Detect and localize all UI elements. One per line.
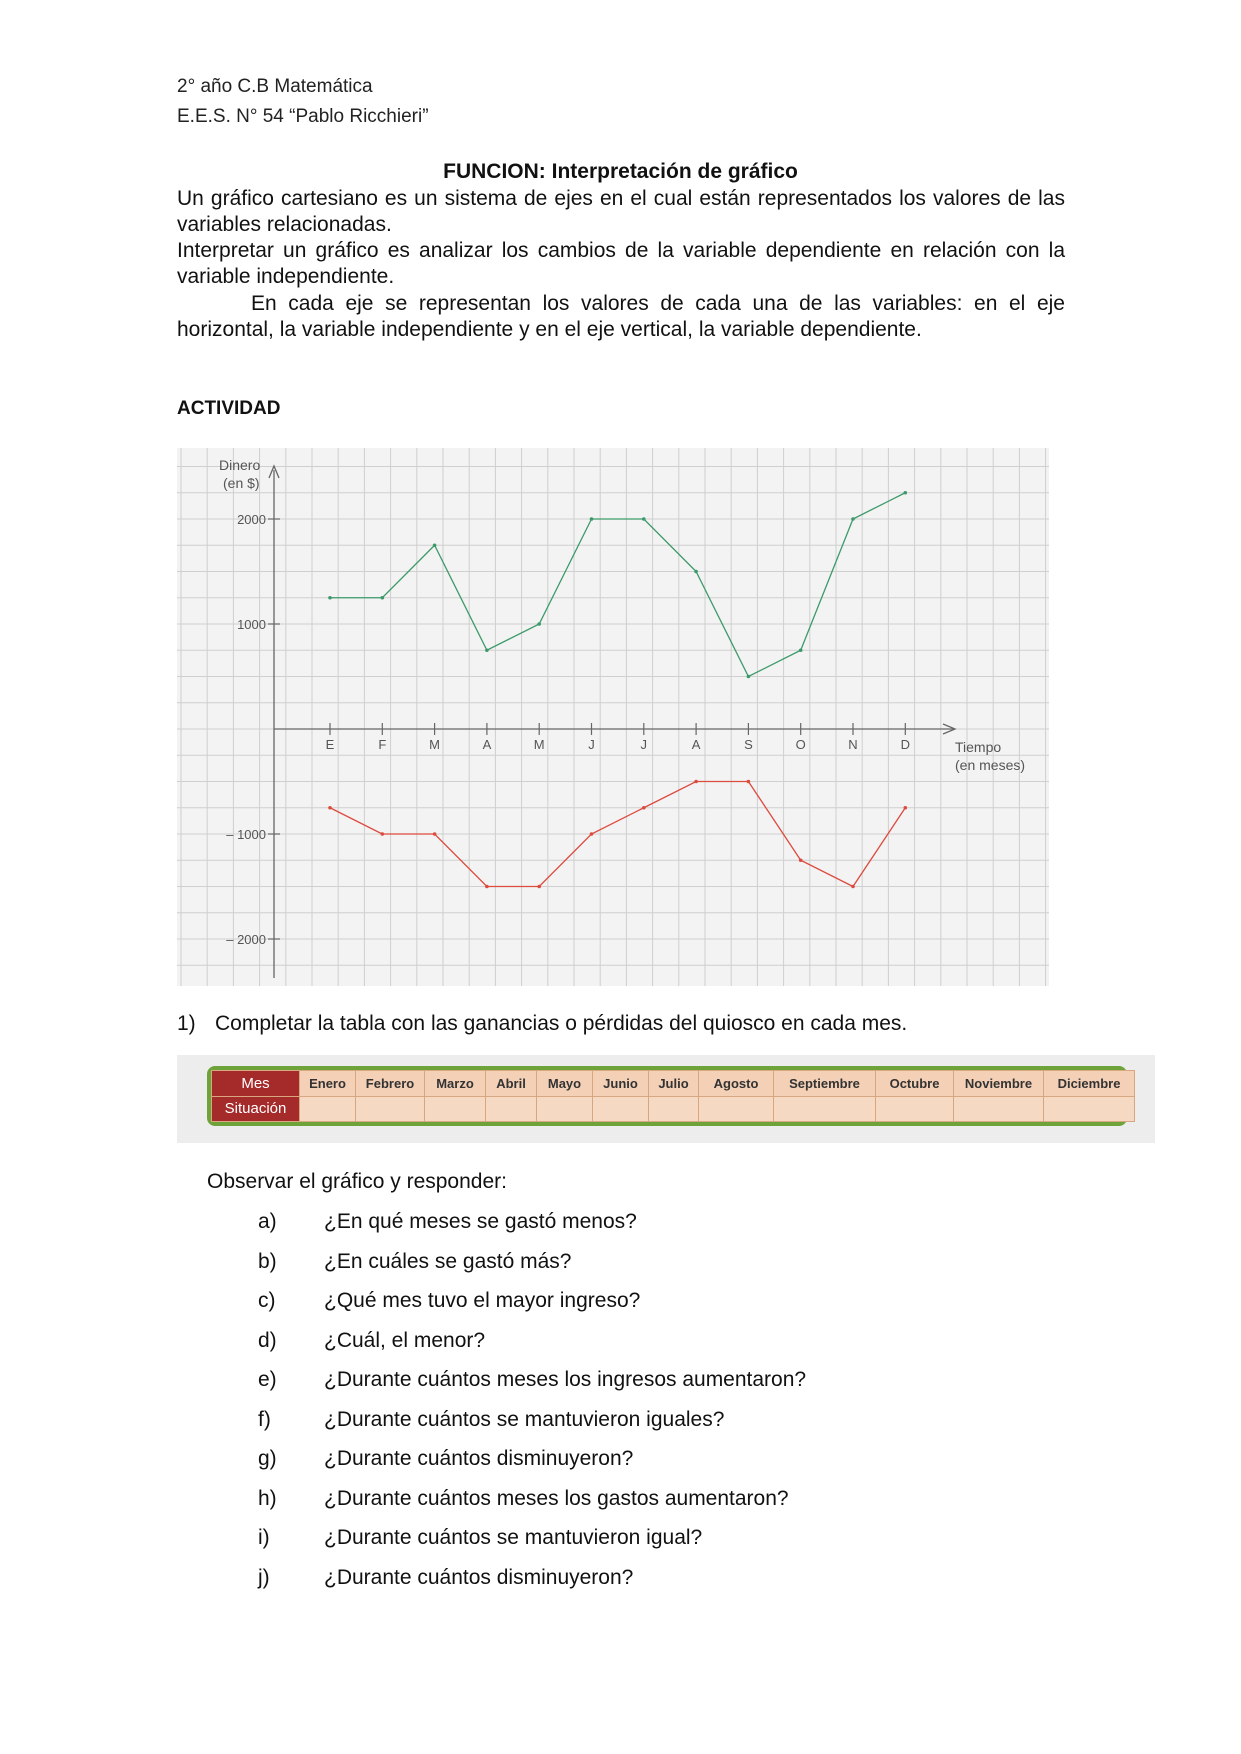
x-tick-label: M (429, 737, 441, 752)
question-item (258, 1210, 806, 1250)
question-1-text: Completar la tabla con las ganancias o pérdidas del quiosco en cada mes. (215, 1012, 908, 1035)
situation-cell[interactable] (300, 1096, 356, 1122)
month-cell: Octubre (876, 1071, 954, 1097)
question-text: ¿Durante cuántos se mantuvieron igual? (324, 1526, 703, 1549)
situation-cell[interactable] (649, 1096, 699, 1122)
data-point-gastos (537, 885, 541, 889)
x-tick-label: E (325, 737, 335, 752)
situation-cell[interactable] (425, 1096, 486, 1122)
data-point-gastos (485, 885, 489, 889)
question-text: ¿Durante cuántos se mantuvieron iguales? (324, 1407, 725, 1431)
situation-cell[interactable] (699, 1096, 774, 1122)
month-cell: Agosto (699, 1071, 774, 1097)
course-label: 2° año C.B Matemática (177, 76, 373, 97)
month-cell: Noviembre (954, 1071, 1044, 1097)
data-point-ingresos (904, 491, 908, 495)
month-cell: Mayo (537, 1071, 593, 1097)
month-cell: Marzo (425, 1071, 486, 1097)
question-text: ¿En qué meses se gastó menos? (324, 1210, 637, 1233)
question-item (258, 1408, 806, 1448)
x-tick-label: M (533, 737, 545, 752)
page-title: FUNCION: Interpretación de gráfico (443, 160, 798, 183)
data-point-ingresos (851, 517, 855, 521)
question-letter: c) (258, 1289, 276, 1312)
question-letter: d) (258, 1328, 277, 1352)
x-tick-label: D (900, 737, 910, 752)
situation-cell[interactable] (774, 1096, 876, 1122)
question-text: ¿Durante cuántos meses los ingresos aumentaron? (324, 1368, 807, 1391)
paragraph-3: En cada eje se representan los valores de cada una de las variables: en el eje horizontal, la variable independiente y en el eje vertical, la variable dependiente. (177, 292, 1065, 341)
observe-instruction: Observar el gráfico y responder: (207, 1170, 507, 1193)
x-tick-label: N (848, 737, 858, 752)
question-item (258, 1526, 806, 1566)
situation-cell[interactable] (954, 1096, 1044, 1122)
data-point-gastos (433, 832, 437, 836)
situation-cell[interactable] (537, 1096, 593, 1122)
question-letter: g) (258, 1447, 277, 1470)
question-letter: i) (258, 1526, 270, 1549)
question-letter: a) (258, 1210, 277, 1233)
data-point-gastos (328, 806, 332, 810)
series-line-ingresos (330, 493, 905, 677)
question-item (258, 1447, 806, 1487)
data-point-gastos (381, 832, 385, 836)
question-letter: f) (258, 1407, 271, 1431)
question-item (258, 1487, 806, 1527)
month-cell: Junio (593, 1071, 649, 1097)
situation-cell[interactable] (1044, 1096, 1135, 1122)
data-point-ingresos (590, 517, 594, 521)
question-item (258, 1289, 806, 1329)
x-tick-label: S (744, 737, 753, 752)
question-letter: h) (258, 1486, 277, 1510)
question-letter: j) (258, 1565, 270, 1589)
x-tick-label: J (588, 737, 595, 752)
situation-cell[interactable] (356, 1096, 425, 1122)
activity-heading: ACTIVIDAD (177, 398, 281, 419)
month-cell: Diciembre (1044, 1071, 1135, 1097)
data-point-ingresos (694, 570, 698, 574)
month-cell: Julio (649, 1071, 699, 1097)
data-point-ingresos (433, 543, 437, 547)
situation-cell[interactable] (876, 1096, 954, 1122)
data-point-gastos (851, 885, 855, 889)
data-point-gastos (799, 858, 803, 862)
question-item (258, 1566, 806, 1606)
y-tick-label: 1000 (237, 617, 266, 632)
x-tick-label: J (640, 737, 648, 752)
y-axis-label-line1: Dinero (219, 457, 261, 473)
month-cell: Abril (486, 1071, 537, 1097)
question-item (258, 1250, 806, 1290)
chart-axes (269, 466, 955, 978)
questions-list (258, 1210, 806, 1605)
question-text: ¿Durante cuántos disminuyeron? (324, 1447, 634, 1470)
data-point-gastos (590, 832, 594, 836)
x-tick-label: O (795, 737, 806, 752)
x-axis-label-line1: Tiempo (955, 739, 1002, 755)
table-header-mes: Mes (212, 1071, 300, 1097)
x-axis-label-line2: (en meses) (955, 757, 1026, 773)
x-tick-label: A (691, 737, 701, 752)
question-letter: e) (258, 1368, 277, 1391)
question-item (258, 1368, 806, 1408)
data-point-ingresos (799, 648, 803, 652)
question-item (258, 1329, 806, 1369)
table-frame (207, 1066, 1127, 1126)
school-label: E.E.S. N° 54 “Pablo Ricchieri” (177, 106, 429, 127)
paragraph-1: Un gráfico cartesiano es un sistema de ejes en el cual están representados los valores de las variables relacionadas. (177, 187, 1065, 236)
situation-cell[interactable] (486, 1096, 537, 1122)
month-cell: Febrero (356, 1071, 425, 1097)
data-point-ingresos (642, 517, 646, 521)
paragraph-2: Interpretar un gráfico es analizar los cambios de la variable dependiente en relación con la variable independiente. (177, 239, 1065, 288)
y-axis-label-line2: (en $) (223, 475, 260, 491)
question-text: ¿En cuáles se gastó más? (324, 1249, 572, 1273)
data-point-ingresos (328, 596, 332, 600)
chart-grid (177, 448, 1049, 986)
question-text: ¿Durante cuántos disminuyeron? (324, 1565, 634, 1589)
question-1 (177, 1012, 907, 1036)
line-chart (177, 448, 1049, 986)
situation-cell[interactable] (593, 1096, 649, 1122)
data-point-gastos (904, 806, 908, 810)
chart-container (177, 448, 1049, 986)
data-point-ingresos (747, 675, 751, 679)
table-header-situacion: Situación (212, 1096, 300, 1122)
table-container (177, 1055, 1155, 1143)
x-tick-label: F (378, 737, 387, 752)
question-letter: b) (258, 1249, 277, 1273)
question-text: ¿Durante cuántos meses los gastos aumentaron? (324, 1486, 789, 1510)
data-point-gastos (642, 806, 646, 810)
y-tick-label: 2000 (237, 512, 266, 527)
question-1-number: 1) (177, 1012, 196, 1035)
y-tick-label: – 2000 (226, 932, 266, 947)
months-table (211, 1070, 1135, 1122)
question-text: ¿Qué mes tuvo el mayor ingreso? (324, 1289, 641, 1312)
data-point-ingresos (485, 648, 489, 652)
month-cell: Septiembre (774, 1071, 876, 1097)
data-point-gastos (747, 780, 751, 784)
y-tick-label: – 1000 (226, 827, 266, 842)
question-text: ¿Cuál, el menor? (324, 1328, 486, 1352)
data-point-ingresos (381, 596, 385, 600)
x-tick-label: A (482, 737, 492, 752)
chart-series (325, 491, 907, 888)
month-cell: Enero (300, 1071, 356, 1097)
data-point-gastos (694, 780, 698, 784)
data-point-ingresos (537, 622, 541, 626)
